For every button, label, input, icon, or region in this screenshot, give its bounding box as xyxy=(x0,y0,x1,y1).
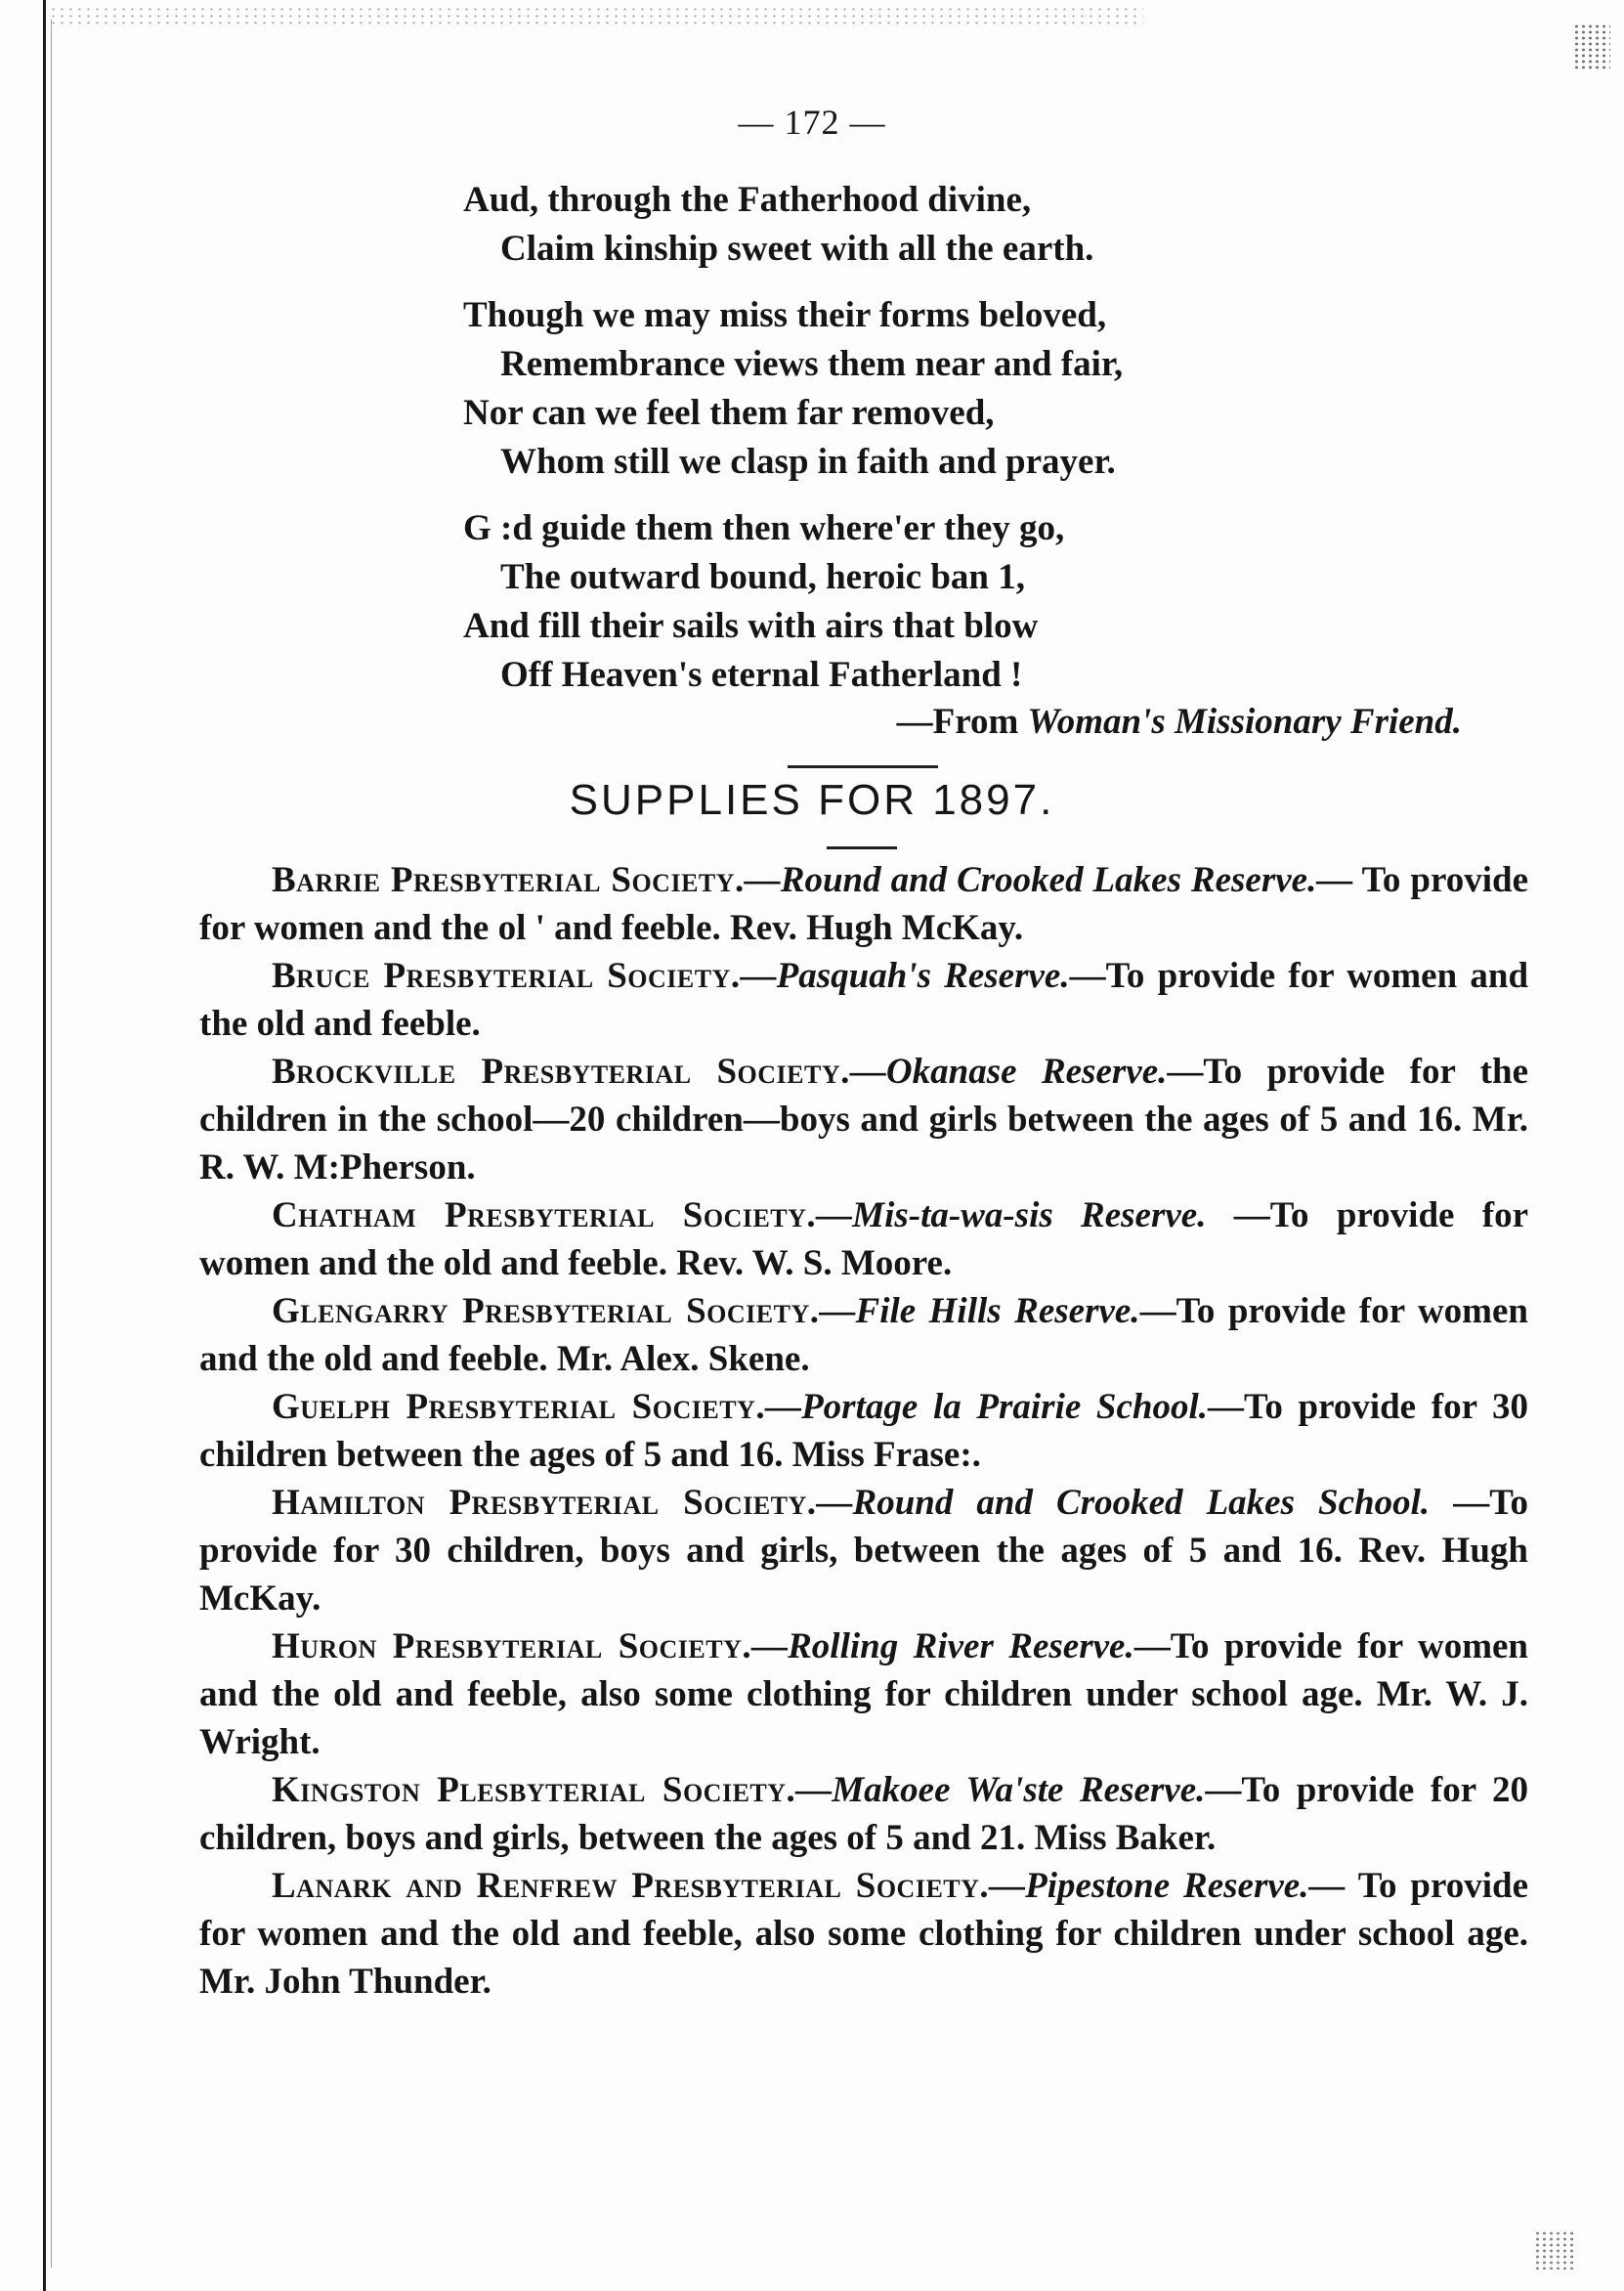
poem-line: Off Heaven's eternal Fatherland ! xyxy=(500,655,1023,695)
section-divider xyxy=(788,765,938,768)
entry-text: To provide for women and the old and feeble, also some clothing for children under school age. Mr. John Thunder. xyxy=(199,1866,1528,2002)
entry-text: To provide for women and the ol ' and feeble. Rev. Hugh McKay. xyxy=(199,860,1528,948)
entry-text: —To provide for women and the old and feeble. xyxy=(199,956,1529,1044)
supply-entry xyxy=(199,1862,1528,2006)
society-name: Lanark and Renfrew Presbyterial Society. xyxy=(272,1866,990,1906)
society-name: Brockville Presbyterial Society. xyxy=(272,1052,850,1092)
entry-text: —To provide for 30 children, boys and girls, between the ages of 5 and 16. Rev. Hugh McKay. xyxy=(199,1483,1528,1619)
poem xyxy=(463,176,1489,747)
reserve-name: —Makoee Wa'ste Reserve. xyxy=(795,1770,1206,1810)
poem-stanza xyxy=(463,504,1489,700)
poem-line: Aud, through the Fatherhood divine, xyxy=(463,180,1032,220)
binding-shadow xyxy=(51,20,52,2268)
poem-line: And fill their sails with airs that blow xyxy=(463,606,1039,646)
entry-text: —To provide for 20 children, boys and girls, between the ages of 5 and 21. Miss Baker. xyxy=(199,1770,1529,1858)
society-name: Guelph Presbyterial Society. xyxy=(272,1387,766,1427)
scan-noise-top xyxy=(49,6,1143,27)
reserve-name: —Round and Crooked Lakes School. xyxy=(816,1483,1431,1523)
attribution-source: Woman's Missionary Friend. xyxy=(1027,702,1462,742)
society-name: Glengarry Presbyterial Society. xyxy=(272,1291,820,1331)
supply-entry xyxy=(199,1479,1528,1622)
poem-attribution xyxy=(463,698,1489,747)
entry-text: —To provide for women and the old and feeble. Mr. Alex. Skene. xyxy=(199,1291,1528,1379)
reserve-name: —File Hills Reserve. xyxy=(819,1291,1140,1331)
supply-entry xyxy=(199,1383,1528,1479)
scan-noise-corner xyxy=(1573,23,1610,70)
society-name: Chatham Presbyterial Society. xyxy=(272,1195,817,1235)
supply-entry xyxy=(199,856,1528,952)
reserve-name: —Okanase Reserve. xyxy=(849,1052,1168,1092)
supply-entry xyxy=(199,1287,1528,1383)
poem-stanza xyxy=(463,291,1489,487)
reserve-name: —Round and Crooked Lakes Reserve.— xyxy=(744,860,1353,900)
entry-text: —To provide for women and the old and feeble, also some clothing for children under school age. Mr. W. J. Wright. xyxy=(199,1626,1529,1762)
section-heading: SUPPLIES FOR 1897. xyxy=(569,776,1055,824)
entry-text: —To provide for women and the old and feeble. Rev. W. S. Moore. xyxy=(199,1195,1528,1283)
supplies-list xyxy=(199,856,1528,2006)
poem-line: Though we may miss their forms beloved, xyxy=(463,295,1107,335)
reserve-name: —Pipestone Reserve.— xyxy=(989,1866,1346,1906)
society-name: Hamilton Presbyterial Society. xyxy=(272,1483,817,1523)
reserve-name: —Rolling River Reserve. xyxy=(751,1626,1134,1666)
supply-entry xyxy=(199,1766,1528,1862)
attribution-prefix: —From xyxy=(896,702,1028,742)
heading-underline xyxy=(827,846,897,849)
society-name: Kingston Plesbyterial Society. xyxy=(272,1770,796,1810)
society-name: Bruce Presbyterial Society. xyxy=(272,956,741,996)
society-name: Barrie Presbyterial Society. xyxy=(272,860,745,900)
reserve-name: —Portage la Prairie School. xyxy=(765,1387,1209,1427)
binding-edge xyxy=(43,0,46,2291)
poem-line: Nor can we feel them far removed, xyxy=(463,393,995,433)
poem-line: G :d guide them then where'er they go, xyxy=(463,508,1065,548)
supply-entry xyxy=(199,1191,1528,1287)
supply-entry xyxy=(199,1048,1528,1191)
poem-line: Remembrance views them near and fair, xyxy=(500,344,1124,384)
scan-noise-bottom xyxy=(1534,2230,1573,2269)
poem-stanza xyxy=(463,176,1489,274)
reserve-name: —Mis-ta-wa-sis Reserve. xyxy=(816,1195,1207,1235)
supply-entry xyxy=(199,1622,1528,1766)
page-number: — 172 — xyxy=(738,103,886,142)
entry-text: —To provide for 30 children between the ages of 5 and 16. Miss Frase:. xyxy=(199,1387,1529,1475)
entry-text: —To provide for the children in the school—20 children—boys and girls between the ages of 5 and 16. Mr. R. W. M:Pherson. xyxy=(199,1052,1528,1188)
poem-line: The outward bound, heroic ban 1, xyxy=(500,557,1025,597)
poem-line: Claim kinship sweet with all the earth. xyxy=(500,229,1094,269)
reserve-name: —Pasquah's Reserve. xyxy=(740,956,1070,996)
supply-entry xyxy=(199,952,1528,1048)
poem-line: Whom still we clasp in faith and prayer. xyxy=(500,442,1116,482)
society-name: Huron Presbyterial Society. xyxy=(272,1626,752,1666)
